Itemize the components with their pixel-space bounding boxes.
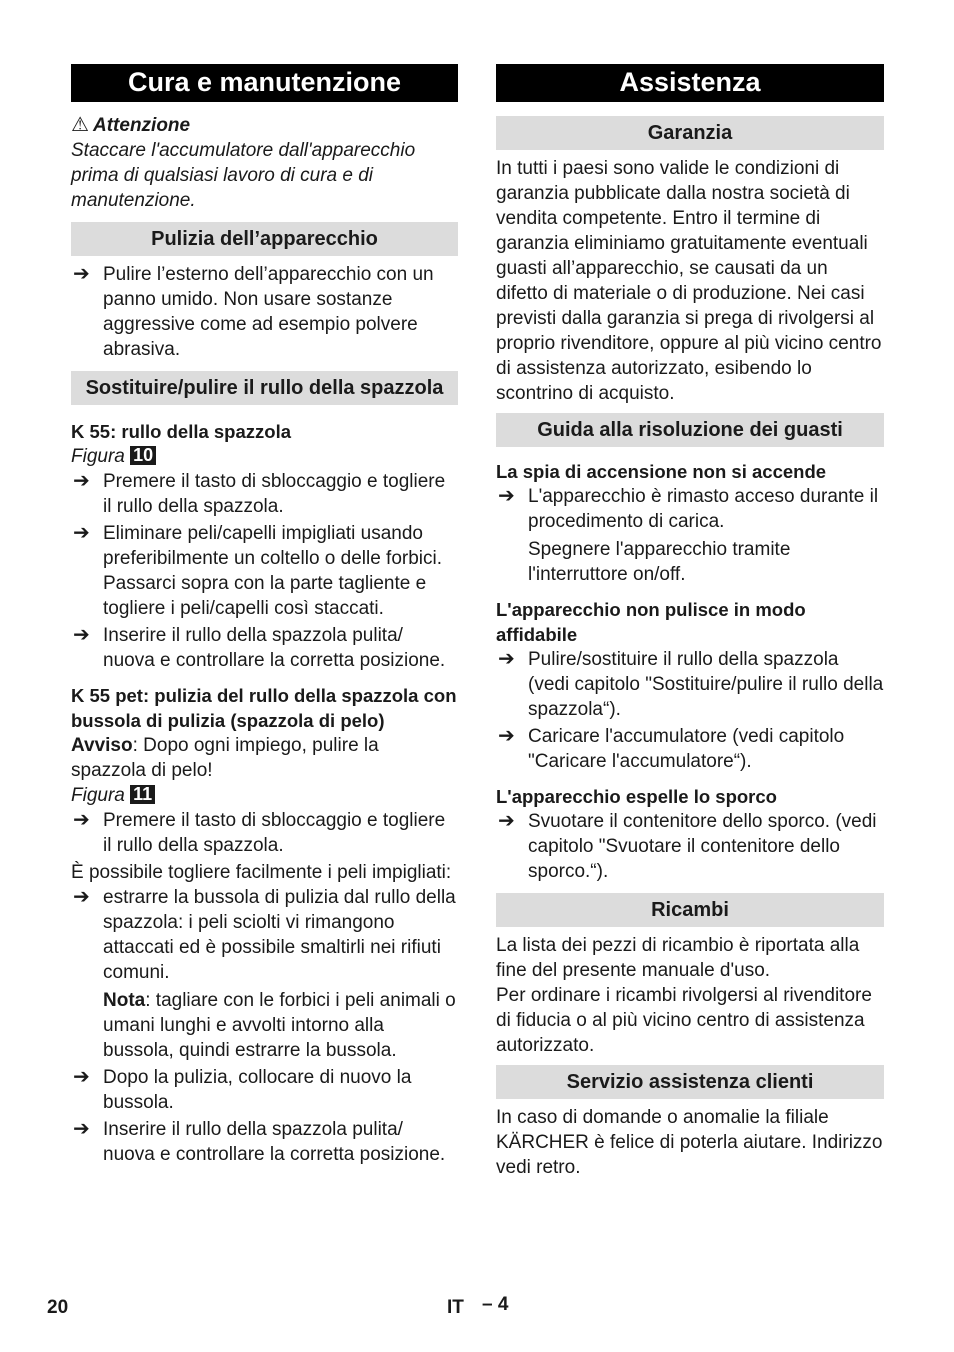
figure-ref-10: Figura 10: [71, 444, 458, 469]
arrow-right-icon: ➔: [73, 263, 90, 285]
warning-text: Staccare l'accumulatore dall'apparecchio prima di qualsiasi lavoro di cura e di manutenzione.: [71, 140, 416, 211]
list-item: ➔ estrarre la bussola di pulizia dal rullo della spazzola: i peli sciolti vi rimangono attaccati ed è possibile smaltirli nei rifiuti comuni.: [73, 886, 456, 983]
list-item: ➔ Premere il tasto di sbloccaggio e togliere il rullo della spazzola.: [73, 470, 446, 517]
arrow-right-icon: ➔: [498, 810, 515, 832]
arrow-right-icon: ➔: [73, 809, 90, 831]
list-item: ➔ Premere il tasto di sbloccaggio e togliere il rullo della spazzola.: [73, 809, 446, 856]
list-item: ➔ Eliminare peli/capelli impigliati usando preferibilmente un coltello o delle forbici. Passarci sopra con la parte tagliente e togliere i peli/capelli così staccati.: [73, 522, 443, 619]
problem-title: L'apparecchio espelle lo sporco: [496, 786, 777, 807]
arrow-right-icon: ➔: [73, 886, 90, 908]
ricambi-text: La lista dei pezzi di ricambio è riportata alla fine del presente manuale d'uso.: [496, 935, 860, 981]
heading-ricambi: Ricambi: [496, 893, 884, 927]
arrow-right-icon: ➔: [498, 725, 515, 747]
heading-servizio: Servizio assistenza clienti: [496, 1065, 884, 1099]
problem-title: L'apparecchio non pulisce in modo affidabile: [496, 599, 806, 645]
list-item: ➔ L'apparecchio è rimasto acceso durante il procedimento di carica.: [498, 485, 879, 532]
arrow-right-icon: ➔: [73, 1118, 90, 1140]
ricambi-text: Per ordinare i ricambi rivolgersi al rivenditore di fiducia o al più vicino centro di assistenza autorizzato.: [496, 985, 872, 1056]
section-page: – 4: [482, 1294, 509, 1315]
left-column: [71, 64, 458, 1167]
list-item: ➔ Pulire l’esterno dell’apparecchio con un panno umido. Non usare sostanze aggressive come ad esempio polvere abrasiva.: [73, 263, 434, 360]
arrow-right-icon: ➔: [73, 624, 90, 646]
figure-badge: 11: [130, 785, 155, 804]
list-item: ➔ Dopo la pulizia, collocare di nuovo la bussola.: [73, 1066, 412, 1113]
solution-text: Spegnere l'apparecchio tramite l'interruttore on/off.: [528, 539, 791, 585]
notice: Avviso: Dopo ogni impiego, pulire la spazzola di pelo!: [71, 735, 379, 781]
right-column: [496, 64, 884, 1180]
heading-guasti: Guida alla risoluzione dei guasti: [496, 413, 884, 447]
heading-rullo: Sostituire/pulire il rullo della spazzola: [71, 371, 458, 405]
heading-k55: K 55: rullo della spazzola: [71, 421, 292, 442]
arrow-right-icon: ➔: [498, 648, 515, 670]
heading-garanzia: Garanzia: [496, 116, 884, 150]
list-item: ➔ Pulire/sostituire il rullo della spazzola (vedi capitolo "Sostituire/pulire il rullo della spazzola“).: [498, 648, 884, 720]
list-item: ➔ Caricare l'accumulatore (vedi capitolo "Caricare l'accumulatore“).: [498, 725, 845, 772]
warning-block: [71, 113, 458, 213]
list-item: ➔ Svuotare il contenitore dello sporco. (vedi capitolo "Svuotare il contenitore dello sporco.“).: [498, 810, 877, 882]
garanzia-text: In tutti i paesi sono valide le condizioni di garanzia pubblicate dalla nostra società di vendita competente. Entro il termine di garanzia eliminiamo gratuitamente eventuali guasti all’apparecchio, se causati da un difetto di materiale o di produzione. Nei casi previsti dalla garanzia si prega di rivolgersi al proprio rivenditore, oppure al più vicino centro di assistenza autorizzato, esibendo lo scontrino di acquisto.: [496, 158, 882, 404]
figure-ref-11: Figura 11: [71, 783, 458, 808]
warning-triangle-icon: ⚠: [71, 114, 89, 136]
arrow-right-icon: ➔: [498, 485, 515, 507]
section-title-assistenza: Assistenza: [496, 64, 884, 102]
problem-title: La spia di accensione non si accende: [496, 461, 827, 482]
figure-badge: 10: [130, 446, 156, 465]
heading-pulizia: Pulizia dell’apparecchio: [71, 222, 458, 256]
arrow-right-icon: ➔: [73, 470, 90, 492]
heading-k55pet: K 55 pet: pulizia del rullo della spazzola con bussola di pulizia (spazzola di pelo): [71, 685, 457, 731]
note: Nota: tagliare con le forbici i peli animali o umani lunghi e avvolti intorno alla bussola, quindi estrarre la bussola.: [103, 990, 456, 1061]
language-code: IT: [447, 1297, 464, 1318]
arrow-right-icon: ➔: [73, 1066, 90, 1088]
section-title-cura: Cura e manutenzione: [71, 64, 458, 102]
servizio-text: In caso di domande o anomalie la filiale KÄRCHER è felice di poterla aiutare. Indirizzo vedi retro.: [496, 1107, 883, 1178]
intro-text: È possibile togliere facilmente i peli impigliati:: [71, 862, 452, 883]
arrow-right-icon: ➔: [73, 522, 90, 544]
list-item: ➔ Inserire il rullo della spazzola pulita/ nuova e controllare la corretta posizione.: [73, 624, 446, 671]
warning-title: Attenzione: [93, 115, 191, 136]
list-item: ➔ Inserire il rullo della spazzola pulita/ nuova e controllare la corretta posizione.: [73, 1118, 446, 1165]
page-number: 20: [47, 1297, 69, 1318]
